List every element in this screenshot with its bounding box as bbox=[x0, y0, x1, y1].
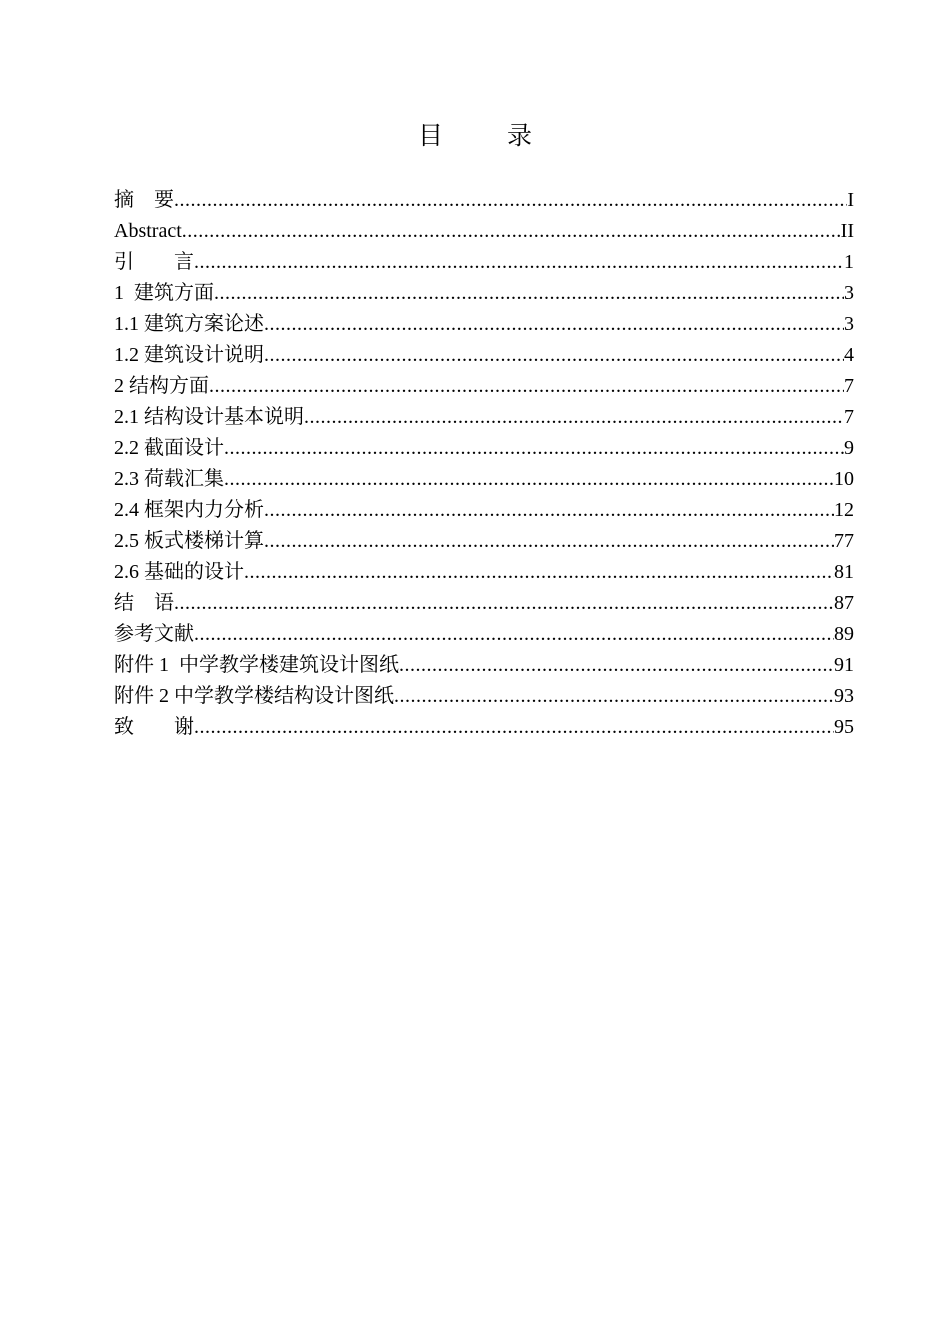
toc-entry-label: 2.6 基础的设计 bbox=[114, 561, 244, 583]
toc-entry-page: II bbox=[840, 220, 854, 242]
toc-entry-page: 77 bbox=[834, 530, 854, 552]
toc-entry-page: 1 bbox=[844, 251, 854, 273]
toc-entry[interactable] bbox=[114, 309, 854, 340]
toc-entry[interactable] bbox=[114, 371, 854, 402]
toc-entry-page: 91 bbox=[834, 654, 854, 676]
toc-entry-label: 参考文献 bbox=[114, 623, 194, 645]
toc-entry[interactable] bbox=[114, 464, 854, 495]
toc-entry[interactable] bbox=[114, 185, 854, 216]
toc-entry-page: 12 bbox=[834, 499, 854, 521]
toc-leader-dots bbox=[174, 588, 834, 619]
toc-leader-dots bbox=[264, 495, 834, 526]
toc-entry[interactable] bbox=[114, 216, 854, 247]
toc-leader-dots bbox=[214, 278, 844, 309]
toc-entry-page: 93 bbox=[834, 685, 854, 707]
toc-entry[interactable] bbox=[114, 526, 854, 557]
toc-entry-label: 2.1 结构设计基本说明 bbox=[114, 406, 304, 428]
toc-entry[interactable] bbox=[114, 650, 854, 681]
toc-entry-label: 1 建筑方面 bbox=[114, 282, 214, 304]
toc-entry-label: 引 言 bbox=[114, 251, 194, 273]
toc-entry-label: 2.3 荷载汇集 bbox=[114, 468, 224, 490]
toc-entry-page: I bbox=[847, 189, 854, 211]
toc-entry-label: 附件 2 中学教学楼结构设计图纸 bbox=[114, 685, 394, 707]
toc-entry-page: 10 bbox=[834, 468, 854, 490]
toc-entry[interactable] bbox=[114, 340, 854, 371]
toc-leader-dots bbox=[399, 650, 834, 681]
toc-entry-page: 95 bbox=[834, 716, 854, 738]
toc-entry-label: 结 语 bbox=[114, 592, 174, 614]
toc-entry-label: 2.2 截面设计 bbox=[114, 437, 224, 459]
toc-entry[interactable] bbox=[114, 619, 854, 650]
toc-leader-dots bbox=[224, 433, 844, 464]
toc-entry-label: 2.5 板式楼梯计算 bbox=[114, 530, 264, 552]
toc-entry-page: 9 bbox=[844, 437, 854, 459]
toc-leader-dots bbox=[264, 340, 844, 371]
toc-entry[interactable] bbox=[114, 712, 854, 743]
toc-entry-label: 致 谢 bbox=[114, 716, 194, 738]
toc-entry[interactable] bbox=[114, 402, 854, 433]
toc-entry-page: 87 bbox=[834, 592, 854, 614]
toc-leader-dots bbox=[174, 185, 847, 216]
toc-entry-label: 2.4 框架内力分析 bbox=[114, 499, 264, 521]
toc-leader-dots bbox=[244, 557, 834, 588]
toc-entry-page: 3 bbox=[844, 313, 854, 335]
toc-entry-label: 2 结构方面 bbox=[114, 375, 209, 397]
toc-entry[interactable] bbox=[114, 557, 854, 588]
toc-entry[interactable] bbox=[114, 278, 854, 309]
toc-entry-page: 81 bbox=[834, 561, 854, 583]
toc-entry-page: 7 bbox=[844, 375, 854, 397]
table-of-contents bbox=[114, 185, 854, 743]
toc-leader-dots bbox=[194, 712, 834, 743]
toc-entry-label: 1.2 建筑设计说明 bbox=[114, 344, 264, 366]
toc-leader-dots bbox=[209, 371, 844, 402]
toc-entry-label: 摘 要 bbox=[114, 189, 174, 211]
toc-entry-label: 附件 1 中学教学楼建筑设计图纸 bbox=[114, 654, 399, 676]
toc-leader-dots bbox=[194, 619, 834, 650]
toc-entry[interactable] bbox=[114, 681, 854, 712]
toc-leader-dots bbox=[224, 464, 834, 495]
toc-entry-page: 89 bbox=[834, 623, 854, 645]
toc-entry[interactable] bbox=[114, 247, 854, 278]
toc-entry-label: Abstract bbox=[114, 220, 182, 242]
toc-entry[interactable] bbox=[114, 433, 854, 464]
toc-entry-page: 3 bbox=[844, 282, 854, 304]
toc-entry[interactable] bbox=[114, 588, 854, 619]
toc-leader-dots bbox=[194, 247, 844, 278]
toc-leader-dots bbox=[182, 216, 841, 247]
toc-entry-page: 4 bbox=[844, 344, 854, 366]
toc-leader-dots bbox=[264, 526, 834, 557]
toc-leader-dots bbox=[394, 681, 834, 712]
toc-entry-label: 1.1 建筑方案论述 bbox=[114, 313, 264, 335]
toc-entry[interactable] bbox=[114, 495, 854, 526]
toc-entry-page: 7 bbox=[844, 406, 854, 428]
toc-leader-dots bbox=[264, 309, 844, 340]
toc-title: 目 录 bbox=[418, 121, 560, 150]
toc-leader-dots bbox=[304, 402, 844, 433]
